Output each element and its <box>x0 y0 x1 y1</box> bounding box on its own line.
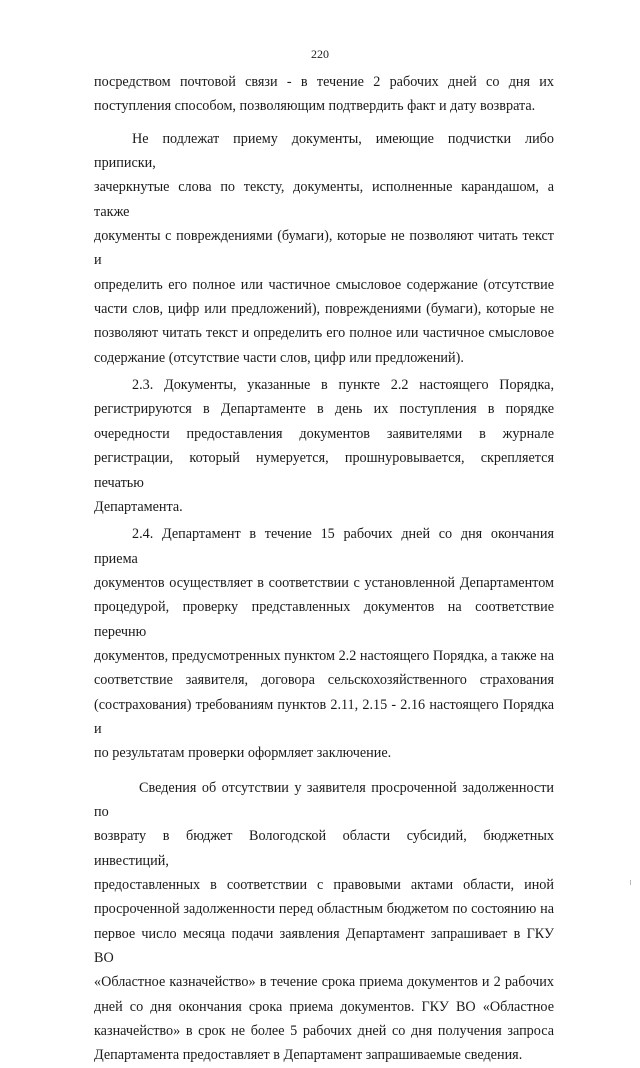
text-line: части слов, цифр или предложений), повреждениями (бумаги), которые не <box>94 301 554 318</box>
text-line: документов осуществляет в соответствии с установленной Департаментом <box>94 574 554 591</box>
page-number: 220 <box>311 47 329 61</box>
text-line: предоставленных в соответствии с правовыми актами области, иной <box>94 877 554 893</box>
text-line: документы с повреждениями (бумаги), которые не позволяют читать текст и <box>94 228 554 269</box>
text-line: посредством почтовой связи - в течение 2 рабочих дней со дня их <box>94 74 554 90</box>
text-line: процедурой, проверку представленных документов на соответствие перечню <box>94 599 554 640</box>
paragraph <box>94 522 554 765</box>
text-line: (сострахования) требованиям пунктов 2.11, 2.15 - 2.16 настоящего Порядка и <box>94 696 554 737</box>
text-line: Департамента предоставляет в Департамент запрашиваемые сведения. <box>94 1047 523 1064</box>
text-line: Сведения об отсутствии у заявителя просроченной задолженности по <box>94 779 554 820</box>
text-line: по результатам проверки оформляет заключение. <box>94 745 392 762</box>
text-line: казначейство» в срок не более 5 рабочих дней со дня получения запроса <box>94 1023 554 1040</box>
text-line: позволяют читать текст и определить его полное или частичное смысловое <box>94 325 554 342</box>
text-line: Не подлежат приему документы, имеющие подчистки либо приписки, <box>94 130 554 172</box>
text-line: 2.4. Департамент в течение 15 рабочих дней со дня окончания приема <box>94 526 554 567</box>
scan-edge-mark <box>630 880 631 885</box>
text-line: регистрируются в Департаменте в день их поступления в порядке <box>94 401 554 418</box>
text-line: соответствие заявителя, договора сельскохозяйственного страхования <box>94 672 554 689</box>
text-line: первое число месяца подачи заявления Департамент запрашивает в ГКУ ВО <box>94 925 554 967</box>
text-line: документов, предусмотренных пунктом 2.2 настоящего Порядка, а также на <box>94 647 554 664</box>
text-line: регистрации, который нумеруется, прошнуровывается, скрепляется печатью <box>94 450 554 491</box>
paragraph <box>94 70 554 119</box>
text-line: 2.3. Документы, указанные в пункте 2.2 настоящего Порядка, <box>132 377 554 394</box>
text-line: содержание (отсутствие части слов, цифр или предложений). <box>94 349 464 366</box>
paragraph <box>94 373 554 519</box>
text-line: определить его полное или частичное смысловое содержание (отсутствие <box>94 276 554 293</box>
paragraph <box>94 127 554 370</box>
document-body <box>94 70 554 1068</box>
text-line: поступления способом, позволяющим подтвердить факт и дату возврата. <box>94 98 536 115</box>
paragraph <box>94 776 554 1068</box>
text-line: зачеркнутые слова по тексту, документы, исполненные карандашом, а также <box>94 179 554 220</box>
text-line: «Областное казначейство» в течение срока приема документов и 2 рабочих <box>94 974 554 991</box>
text-line: Департамента. <box>94 498 183 515</box>
text-line: очередности предоставления документов заявителями в журнале <box>94 425 554 442</box>
text-line: просроченной задолженности перед областным бюджетом по состоянию на <box>94 901 554 918</box>
text-line: дней со дня окончания срока приема документов. ГКУ ВО «Областное <box>94 998 554 1015</box>
text-line: возврату в бюджет Вологодской области субсидий, бюджетных инвестиций, <box>94 828 554 869</box>
